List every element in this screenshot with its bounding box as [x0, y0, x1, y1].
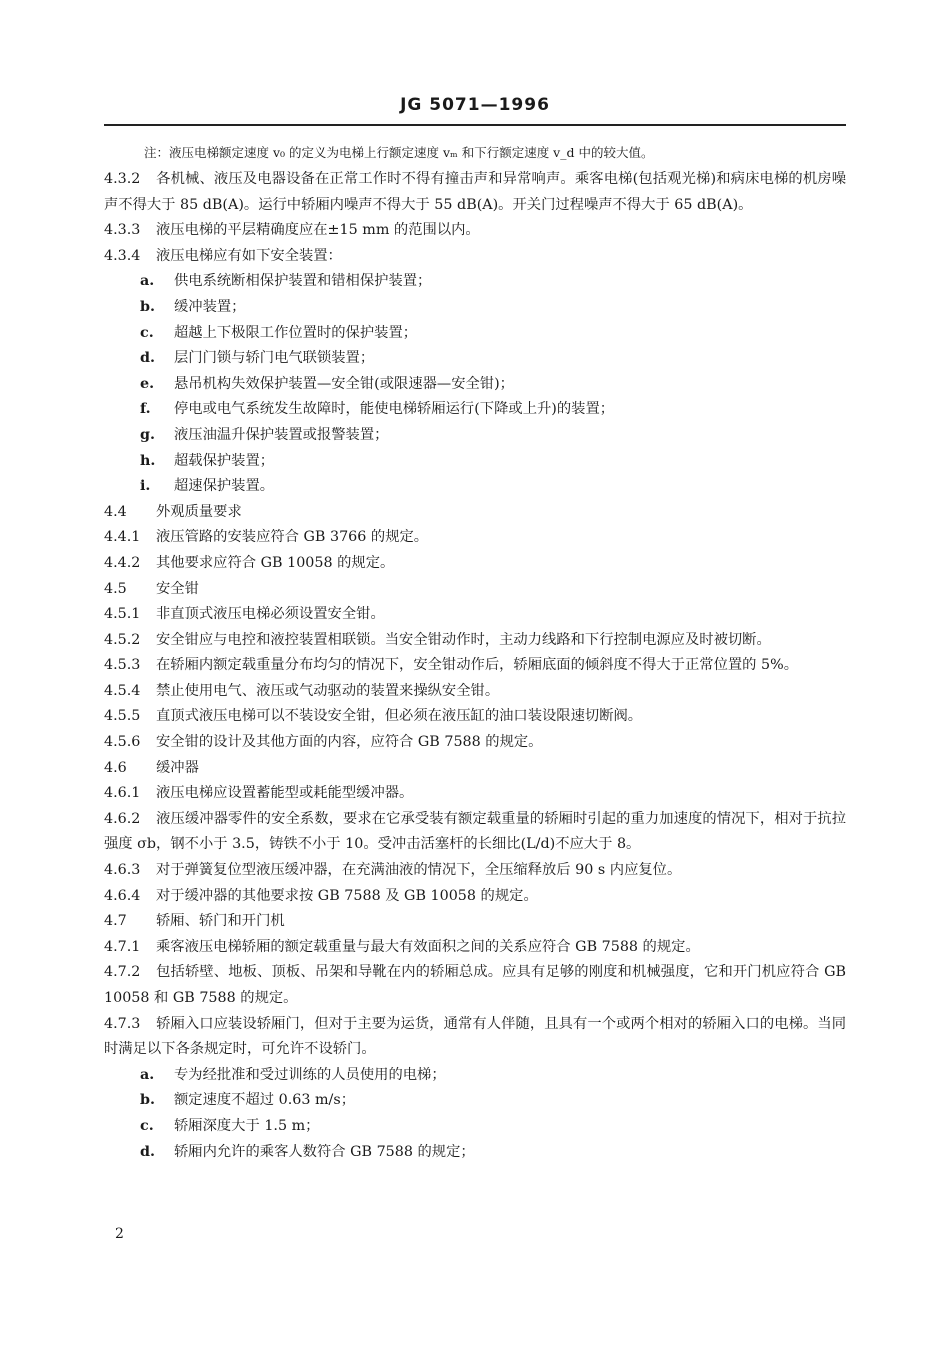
- clause-number: 4.7.2: [104, 964, 141, 981]
- clause-text: 缓冲器: [156, 759, 199, 776]
- list-item: [104, 295, 846, 321]
- clause: [104, 909, 846, 935]
- clause-number: 4.4.2: [104, 554, 141, 571]
- clause: [104, 679, 846, 705]
- clause-number: 4.4: [104, 503, 127, 520]
- clause-text: 包括轿壁、地板、顶板、吊架和导靴在内的轿厢总成。应具有足够的刚度和机械强度，它和开门机应符合 GB 10058 和 GB 7588 的规定。: [104, 964, 846, 1006]
- clause-text: 外观质量要求: [156, 503, 242, 520]
- clause-text: 液压管路的安装应符合 GB 3766 的规定。: [156, 529, 429, 546]
- clause-number: 4.5.6: [104, 734, 141, 751]
- list-item: [104, 423, 846, 449]
- clause-text: 液压电梯的平层精确度应在±15 mm 的范围以内。: [156, 222, 480, 239]
- list-item-text: 缓冲装置；: [174, 298, 246, 315]
- clause-list: [104, 167, 846, 1165]
- clause-text: 非直顶式液压电梯必须设置安全钳。: [156, 606, 385, 623]
- list-item-label: b.: [140, 1092, 155, 1109]
- list-item-label: g.: [140, 426, 155, 443]
- clause-number: 4.3.2: [104, 171, 141, 187]
- clause-number: 4.5.4: [104, 682, 141, 699]
- clause: [104, 525, 846, 551]
- list-item-text: 超速保护装置。: [174, 478, 275, 495]
- clause: [104, 1012, 846, 1063]
- clause-text: 其他要求应符合 GB 10058 的规定。: [156, 554, 395, 571]
- list-item-label: c.: [140, 1117, 154, 1134]
- clause: [104, 628, 846, 654]
- clause-text: 轿厢入口应装设轿厢门，但对于主要为运货，通常有人伴随，且具有一个或两个相对的轿厢入口的电梯。当同时满足以下各条规定时，可允许不设轿门。: [104, 1015, 846, 1058]
- clause-number: 4.5.3: [104, 657, 141, 674]
- list-item-text: 层门门锁与轿门电气联锁装置；: [174, 350, 375, 367]
- list-item: [104, 1114, 846, 1140]
- clause: [104, 858, 846, 884]
- clause-number: 4.6.1: [104, 785, 141, 802]
- clause-text: 各机械、液压及电器设备在正常工作时不得有撞击声和异常响声。乘客电梯(包括观光梯)和病床电梯的机房噪声不得大于 85 dB(A)。运行中轿厢内噪声不得大于 55 dB(A)。开关门过程噪声不得大于 65 dB(A)。: [104, 171, 846, 213]
- clause-text: 安全钳的设计及其他方面的内容，应符合 GB 7588 的规定。: [156, 734, 543, 751]
- clause-number: 4.6.3: [104, 862, 141, 879]
- list-item-text: 专为经批准和受过训练的人员使用的电梯；: [174, 1066, 446, 1083]
- clause: [104, 781, 846, 807]
- list-item-text: 超载保护装置；: [174, 452, 275, 469]
- list-item: [104, 1088, 846, 1114]
- list-item-text: 供电系统断相保护装置和错相保护装置；: [174, 273, 432, 290]
- clause-text: 安全钳应与电控和液控装置相联锁。当安全钳动作时，主动力线路和下行控制电源应及时被切断。: [156, 631, 771, 648]
- list-item: [104, 1063, 846, 1089]
- clause-text: 轿厢、轿门和开门机: [156, 913, 285, 930]
- clause-number: 4.5: [104, 580, 127, 597]
- clause-text: 安全钳: [156, 580, 199, 597]
- clause: [104, 551, 846, 577]
- clause-text: 直顶式液压电梯可以不装设安全钳，但必须在液压缸的油口装设限速切断阀。: [156, 708, 643, 725]
- document-header: JG 5071—1996: [400, 95, 550, 115]
- clause: [104, 730, 846, 756]
- clause: [104, 756, 846, 782]
- list-item-text: 额定速度不超过 0.63 m/s；: [174, 1092, 356, 1109]
- clause-text: 对于弹簧复位型液压缓冲器，在充满油液的情况下，全压缩释放后 90 s 内应复位。: [156, 862, 682, 879]
- clause: [104, 218, 846, 244]
- note-text: 注：液压电梯额定速度 v₀ 的定义为电梯上行额定速度 vₘ 和下行额定速度 v_d 中的较大值。: [144, 145, 654, 160]
- clause-text: 乘客液压电梯轿厢的额定载重量与最大有效面积之间的关系应符合 GB 7588 的规定。: [156, 938, 700, 955]
- clause-number: 4.7.1: [104, 938, 141, 955]
- clause-text: 液压电梯应设置蓄能型或耗能型缓冲器。: [156, 785, 414, 802]
- list-item-label: a.: [140, 273, 155, 290]
- list-item-label: f.: [140, 401, 151, 418]
- list-item: [104, 372, 846, 398]
- clause-number: 4.7.3: [104, 1015, 141, 1032]
- clause: [104, 935, 846, 961]
- document-body: [104, 142, 846, 1165]
- clause-text: 禁止使用电气、液压或气动驱动的装置来操纵安全钳。: [156, 682, 500, 699]
- list-item-text: 停电或电气系统发生故障时，能使电梯轿厢运行(下降或上升)的装置；: [174, 401, 615, 418]
- clause: [104, 167, 846, 218]
- clause-number: 4.5.1: [104, 606, 141, 623]
- clause: [104, 884, 846, 910]
- list-item-label: e.: [140, 375, 155, 392]
- list-item-text: 液压油温升保护装置或报警装置；: [174, 426, 389, 443]
- clause-number: 4.5.2: [104, 631, 141, 648]
- clause-number: 4.4.1: [104, 529, 141, 546]
- list-item: [104, 474, 846, 500]
- page-number: 2: [115, 1226, 124, 1242]
- clause: [104, 577, 846, 603]
- clause: [104, 653, 846, 679]
- clause: [104, 704, 846, 730]
- clause-number: 4.7: [104, 913, 127, 930]
- clause-number: 4.6.2: [104, 810, 141, 827]
- list-item-label: a.: [140, 1066, 155, 1083]
- list-item-text: 悬吊机构失效保护装置—安全钳(或限速器—安全钳)；: [174, 375, 514, 392]
- list-item-text: 轿厢深度大于 1.5 m；: [174, 1117, 320, 1134]
- clause: [104, 807, 846, 858]
- list-item-text: 超越上下极限工作位置时的保护装置；: [174, 324, 418, 341]
- clause-number: 4.5.5: [104, 708, 141, 725]
- clause-text: 在轿厢内额定载重量分布均匀的情况下，安全钳动作后，轿厢底面的倾斜度不得大于正常位置的 5%。: [156, 657, 798, 674]
- list-item-label: h.: [140, 452, 156, 469]
- clause-text: 液压电梯应有如下安全装置：: [156, 247, 342, 264]
- list-item-label: d.: [140, 350, 155, 367]
- list-item: [104, 321, 846, 347]
- list-item: [104, 346, 846, 372]
- clause-number: 4.3.3: [104, 222, 141, 239]
- clause: [104, 602, 846, 628]
- list-item-label: i.: [140, 478, 151, 495]
- list-item: [104, 449, 846, 475]
- list-item-label: c.: [140, 324, 154, 341]
- clause-number: 4.6: [104, 759, 127, 776]
- header-rule: [104, 124, 846, 126]
- list-item-label: d.: [140, 1143, 155, 1160]
- list-item: [104, 397, 846, 423]
- list-item: [104, 1140, 846, 1166]
- clause: [104, 500, 846, 526]
- list-item-label: b.: [140, 298, 155, 315]
- clause-number: 4.3.4: [104, 247, 141, 264]
- clause-number: 4.6.4: [104, 887, 141, 904]
- clause-text: 对于缓冲器的其他要求按 GB 7588 及 GB 10058 的规定。: [156, 887, 538, 904]
- list-item: [104, 269, 846, 295]
- clause: [104, 244, 846, 270]
- clause-text: 液压缓冲器零件的安全系数，要求在它承受装有额定载重量的轿厢时引起的重力加速度的情况下，相对于抗拉强度 σb，钢不小于 3.5，铸铁不小于 10。受冲击活塞杆的长细比(L/d)不应大于 8。: [104, 810, 846, 853]
- list-item-text: 轿厢内允许的乘客人数符合 GB 7588 的规定；: [174, 1143, 475, 1160]
- clause: [104, 960, 846, 1011]
